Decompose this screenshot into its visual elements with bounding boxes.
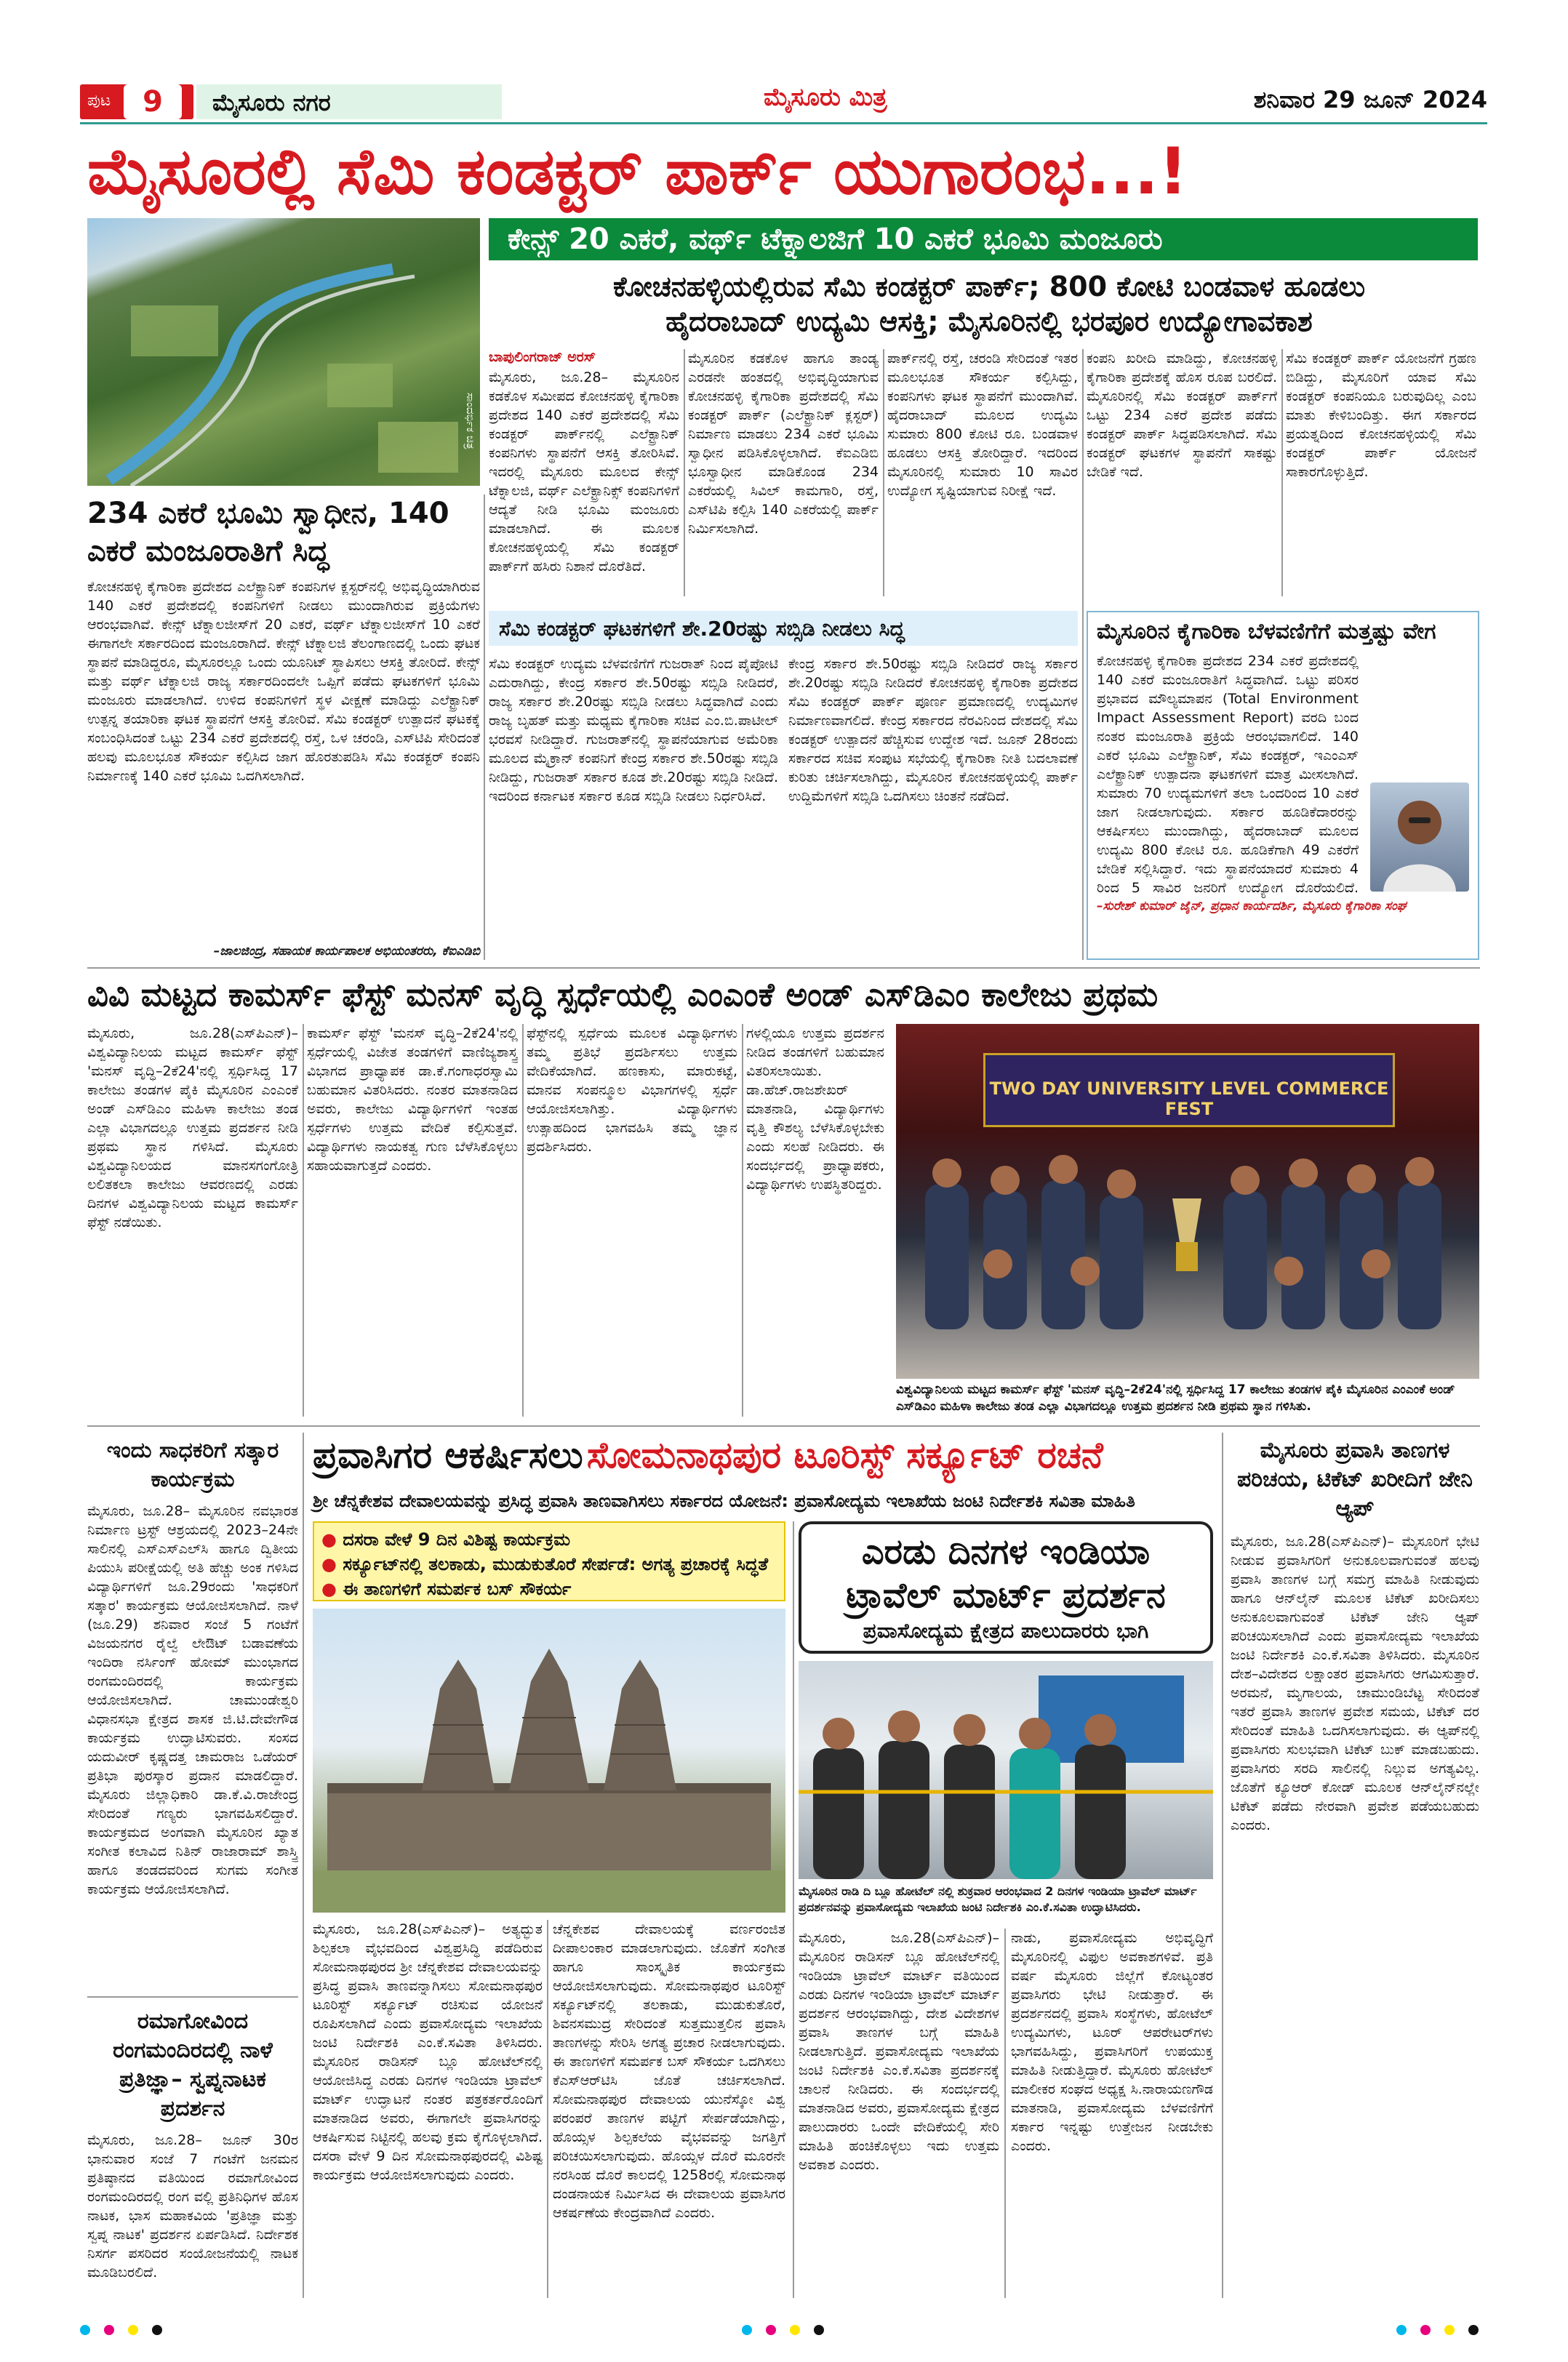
masthead-rule (80, 122, 1487, 124)
sub2-title-bar (489, 611, 1078, 646)
sub2-col-2 (788, 654, 1078, 960)
travel-mart-box (799, 1521, 1213, 2298)
left-body-1-wrap (87, 1502, 298, 1982)
commerce-fest-caption: ವಿಶ್ವವಿದ್ಯಾನಿಲಯ ಮಟ್ಟದ ಕಾಮರ್ಸ್ ಫೆಸ್ಟ್ 'ಮನಸ್ ವೃದ್ಧಿ–2ಕೆ24'ನಲ್ಲಿ ಸ್ಪರ್ಧಿಸಿದ್ದ 17 ಕಾಲೇಜು ತಂಡಗಳ ಪೈಕಿ ಮೈಸೂರಿನ ಎಂಎಂಕೆ ಅಂಡ್ ಎಸ್‌ಡಿಎಂ ಮಹಿಳಾ ಕಾಲೇಜು ತಂಡ ಎಲ್ಲಾ ವಿಭಾಗದಲ್ಲೂ ಉತ್ತಮ ಪ್ರದರ್ಶನ ನೀಡಿ ಪ್ರಥಮ ಸ್ಥಾನ ಗಳಿಸಿತು. (896, 1382, 1455, 1414)
tourism-headline (313, 1434, 1193, 1485)
rule (303, 1024, 304, 1417)
sub2-title: ಸೆಮಿ ಕಂಡಕ್ಟರ್ ಘಟಕಗಳಿಗೆ ಶೇ.20ರಷ್ಟು ಸಬ್ಸಿಡಿ ನೀಡಲು ಸಿದ್ಧ (499, 617, 905, 641)
tourism-bullets (313, 1521, 785, 1601)
left-title-2: ರಮಾಗೋವಿಂದ ರಂಗಮಂದಿರದಲ್ಲಿ ನಾಳೆ ಪ್ರತಿಜ್ಞಾ– ಸ್ವಪ್ನನಾಟಕ ಪ್ರದರ್ಶನ (113, 2009, 273, 2121)
sub1-title: 234 ಎಕರೆ ಭೂಮಿ ಸ್ವಾಧೀನ, 140 ಎಕರೆ ಮಂಜೂರಾತಿಗೆ ಸಿದ್ಧ (87, 497, 449, 568)
rule (87, 1996, 298, 1998)
paper-name: ಮೈಸೂರು ಮಿತ್ರ (764, 83, 887, 112)
rule (793, 1521, 794, 2298)
tourism-deck: ಶ್ರೀ ಚೆನ್ನಕೇಶವ ದೇವಾಲಯವನ್ನು ಪ್ರಸಿದ್ಧ ಪ್ರವಾಸಿ ತಾಣವಾಗಿಸಲು ಸರ್ಕಾರದ ಯೋಜನೆ: ಪ್ರವಾಸೋದ್ಯಮ ಇಲಾಖೆಯ ಜಂಟಿ ನಿರ್ದೇಶಕಿ ಸವಿತಾ ಮಾಹಿತಿ (313, 1491, 1135, 1511)
sub1-body-wrap (87, 577, 480, 941)
rule (684, 349, 685, 596)
story2-col-4 (746, 1024, 884, 1417)
rule (547, 1920, 548, 2298)
lead-col-1 (489, 349, 679, 596)
travel-mart-col-1 (799, 1929, 999, 2298)
green-banner (489, 218, 1478, 260)
aerial-photo (87, 218, 480, 486)
green-banner-text: ಕೇನ್ಸ್ 20 ಎಕರೆ, ವರ್ಥ್ ಟೆಕ್ನಾಲಜಿಗೆ 10 ಎಕರೆ ಭೂಮಿ ಮಂಜೂರು (508, 223, 1163, 256)
dot-icon (104, 2325, 114, 2335)
tourism-bullet-row-1 (321, 1527, 777, 1552)
left-body-2-wrap (87, 2131, 298, 2298)
rule (87, 1425, 1480, 1427)
travel-mart-headline-2: ಟ್ರಾವೆಲ್ ಮಾರ್ಟ್ ಪ್ರದರ್ಶನ (846, 1575, 1166, 1616)
lead-col-4-text: ಕಂಪನಿ ಖರೀದಿ ಮಾಡಿದ್ದು, ಕೋಚನಹಳ್ಳಿ ಕೈಗಾರಿಕಾ ಪ್ರದೇಶಕ್ಕೆ ಹೊಸ ರೂಪ ಬರಲಿದೆ. ಮೈಸೂರಿನಲ್ಲಿ ಸೆಮಿ ಕಂಡಕ್ಟರ್ ಪಾರ್ಕ್‌ಗೆ ಒಟ್ಟು 234 ಎಕರೆ ಪ್ರದೇಶ ಪಡೆದು ಕಂಡಕ್ಟರ್ ಪಾರ್ಕ್ ಸಿದ್ಧಪಡಿಸಲಾಗಿದೆ. ಸೆಮಿ ಕಂಡಕ್ಟರ್ ಘಟಕಗಳ ಸ್ಥಾಪನೆಗೆ ಸಾಕಷ್ಟು ಬೇಡಿಕೆ ಇದೆ. (1087, 351, 1277, 480)
lead-byline: ಬಾಪುಲಿಂಗರಾಜ್ ಅರಸ್ (489, 349, 596, 365)
tourism-col-1-text: ಮೈಸೂರು, ಜೂ.28(ಎಸ್‌ಪಿಎನ್)– ಅತ್ಯದ್ಭುತ ಶಿಲ್ಪಕಲಾ ವೈಭವದಿಂದ ವಿಶ್ವಪ್ರಸಿದ್ಧಿ ಪಡೆದಿರುವ ಸೋಮನಾಥಪುರದ ಶ್ರೀ ಚೆನ್ನಕೇಶವ ದೇವಾಲಯವನ್ನು ಪ್ರಸಿದ್ಧ ಪ್ರವಾಸಿ ತಾಣವನ್ನಾಗಿಸಲು ಸೋಮನಾಥಪುರ ಟೂರಿಸ್ಟ್ ಸರ್ಕ್ಯೂಟ್ ರಚಿಸುವ ಯೋಜನೆ ರೂಪಿಸಲಾಗಿದೆ ಎಂದು ಪ್ರವಾಸೋದ್ಯಮ ಇಲಾಖೆಯ ಜಂಟಿ ನಿರ್ದೇಶಕಿ ಎಂ.ಕೆ.ಸವಿತಾ ತಿಳಿಸಿದರು. ಮೈಸೂರಿನ ರಾಡಿಸನ್ ಬ್ಲೂ ಹೋಟೆಲ್‌ನಲ್ಲಿ ಆಯೋಜಿಸಿದ್ದ ಎರಡು ದಿನಗಳ ಇಂಡಿಯಾ ಟ್ರಾವೆಲ್ ಮಾರ್ಟ್ ಉದ್ಘಾಟನೆ ನಂತರ ಪತ್ರಕರ್ತರೊಂದಿಗೆ ಮಾತನಾಡಿದ ಅವರು, ಈಗಾಗಲೇ ಪ್ರವಾಸಿಗರನ್ನು ಆಕರ್ಷಿಸುವ ನಿಟ್ಟಿನಲ್ಲಿ ಹಲವು ಕ್ರಮ ಕೈಗೊಳ್ಳಲಾಗಿದೆ. ದಸರಾ ವೇಳೆ 9 ದಿನ ಸೋಮನಾಥಪುರದಲ್ಲಿ ವಿಶಿಷ್ಟ ಕಾರ್ಯಕ್ರಮ ಆಯೋಜಿಸಲಾಗುವುದು ಎಂದರು. (313, 1921, 543, 2183)
story2-col-3 (527, 1024, 737, 1417)
tourism-headline-part-1: ಪ್ರವಾಸಿಗರ ಆಕರ್ಷಿಸಲು (313, 1434, 583, 1476)
tourism-bullet-3: ಈ ತಾಣಗಳಿಗೆ ಸಮರ್ಪಕ ಬಸ್ ಸೌಕರ್ಯ (343, 1579, 572, 1599)
dot-icon (742, 2325, 752, 2335)
lead-col-3-text: ಪಾರ್ಕ್‌ನಲ್ಲಿ ರಸ್ತೆ, ಚರಂಡಿ ಸೇರಿದಂತೆ ಇತರ ಮೂಲಭೂತ ಸೌಕರ್ಯ ಕಲ್ಪಿಸಿದ್ದು, ಕಂಪನಿಗಳು ಘಟಕ ಸ್ಥಾಪನೆಗೆ ಮುಂದಾಗಿವೆ. ಹೈದರಾಬಾದ್ ಮೂಲದ ಉದ್ಯಮಿ ಸುಮಾರು 800 ಕೋಟಿ ರೂ. ಬಂಡವಾಳ ಹೂಡಲು ಆಸಕ್ತಿ ತೋರಿದ್ದಾರೆ. ಇದರಿಂದ ಮೈಸೂರಿನಲ್ಲಿ ಸುಮಾರು 10 ಸಾವಿರ ಉದ್ಯೋಗ ಸೃಷ್ಟಿಯಾಗುವ ನಿರೀಕ್ಷೆ ಇದೆ. (887, 351, 1078, 499)
sub3-body-wrap (1097, 652, 1359, 899)
lead-col-4 (1087, 349, 1277, 596)
left-story-1 (87, 1436, 298, 1989)
rule (87, 967, 1480, 969)
travel-mart-headline-1: ಎರಡು ದಿನಗಳ ಇಂಡಿಯಾ (861, 1532, 1151, 1572)
rule (1222, 1433, 1223, 2298)
sub3-box (1087, 611, 1479, 960)
travel-mart-deck: ಪ್ರವಾಸೋದ್ಯಮ ಕ್ಷೇತ್ರದ ಪಾಲುದಾರರು ಭಾಗಿ (863, 1619, 1149, 1643)
sub1-sign: –ಜಾಲಜಿಂದ್ರ, ಸಹಾಯಕ ಕಾರ್ಯಪಾಲಕ ಅಭಿಯಂತರರು, ಕೆಐಎಡಿಬಿ (213, 944, 480, 958)
tourism-col-1 (313, 1920, 543, 2298)
story2-col-1 (87, 1024, 298, 1417)
left-body-1: ಮೈಸೂರು, ಜೂ.28– ಮೈಸೂರಿನ ನವಭಾರತ ನಿರ್ಮಾಣ ಟ್ರಸ್ಟ್ ಆಶ್ರಯದಲ್ಲಿ 2023–24ನೇ ಸಾಲಿನಲ್ಲಿ ಎಸ್‌ಎಸ್‌ಎಲ್‌ಸಿ ಹಾಗೂ ದ್ವಿತೀಯ ಪಿಯುಸಿ ಪರೀಕ್ಷೆಯಲ್ಲಿ ಅತಿ ಹೆಚ್ಚು ಅಂಕ ಗಳಿಸಿದ ವಿದ್ಯಾರ್ಥಿಗಳಿಗೆ ಜೂ.29ರಂದು 'ಸಾಧಕರಿಗೆ ಸತ್ಕಾರ' ಕಾರ್ಯಕ್ರಮ ಆಯೋಜಿಸಲಾಗಿದೆ. ನಾಳೆ (ಜೂ.29) ಶನಿವಾರ ಸಂಜೆ 5 ಗಂಟೆಗೆ ವಿಜಯನಗರ ರೈಲ್ವೆ ಲೇಔಟ್ ಬಡಾವಣೆಯ ಇಂದಿರಾ ನರ್ಸಿಂಗ್ ಹೋಮ್ ಮುಂಭಾಗದ ರಂಗಮಂದಿರದಲ್ಲಿ ಕಾರ್ಯಕ್ರಮ ಆಯೋಜಿಸಲಾಗಿದೆ. ಚಾಮುಂಡೇಶ್ವರಿ ವಿಧಾನಸಭಾ ಕ್ಷೇತ್ರದ ಶಾಸಕ ಜಿ.ಟಿ.ದೇವೇಗೌಡ ಕಾರ್ಯಕ್ರಮ ಉದ್ಘಾಟಿಸುವರು. ಸಂಸದ ಯದುವೀರ್ ಕೃಷ್ಣದತ್ತ ಚಾಮರಾಜ ಒಡೆಯರ್ ಪ್ರತಿಭಾ ಪುರಸ್ಕಾರ ಪ್ರದಾನ ಮಾಡಲಿದ್ದಾರೆ. ಮೈಸೂರು ಜಿಲ್ಲಾಧಿಕಾರಿ ಡಾ.ಕೆ.ವಿ.ರಾಜೇಂದ್ರ ಸೇರಿದಂತೆ ಗಣ್ಯರು ಭಾಗವಹಿಸಲಿದ್ದಾರೆ. ಕಾರ್ಯಕ್ರಮದ ಅಂಗವಾಗಿ ಮೈಸೂರಿನ ಖ್ಯಾತ ಸಂಗೀತ ಕಲಾವಿದ ನಿತಿನ್ ರಾಜಾರಾಮ್ ಶಾಸ್ತ್ರಿ ಹಾಗೂ ತಂಡದವರಿಂದ ಸುಗಮ ಸಂಗೀತ ಕಾರ್ಯಕ್ರಮ ಆಯೋಜಿಸಲಾಗಿದೆ. (87, 1503, 298, 1897)
sub1-body: ಕೋಚನಹಳ್ಳಿ ಕೈಗಾರಿಕಾ ಪ್ರದೇಶದ ಎಲೆಕ್ಟ್ರಾನಿಕ್ ಕಂಪನಿಗಳ ಕ್ಲಸ್ಟರ್‌ನಲ್ಲಿ ಅಭಿವೃದ್ಧಿಯಾಗಿರುವ 140 ಎಕರೆ ಪ್ರದೇಶದಲ್ಲಿ ಕಂಪನಿಗಳಿಗೆ ನೀಡಲು ಮುಂದಾಗಿರುವ ಪ್ರಕ್ರಿಯೆಗಳು ಆರಂಭವಾಗಿವೆ. ಕೇನ್ಸ್ ಟೆಕ್ನಾಲಜೀಸ್‌ಗೆ 20 ಎಕರೆ, ವರ್ಥ್ ಟೆಕ್ನಾಲಜೀಸ್‌ಗೆ 10 ಎಕರೆ ಈಗಾಗಲೇ ಸರ್ಕಾರದಿಂದ ಮಂಜೂರಾಗಿದೆ. ಕೇನ್ಸ್ ಟೆಕ್ನಾಲಜಿ ತೆಲಂಗಾಣದಲ್ಲಿ ಒಂದು ಘಟಕ ಸ್ಥಾಪನೆ ಮಾಡಿದ್ದರೂ, ಮೈಸೂರಲ್ಲೂ ಒಂದು ಯೂನಿಟ್ ಸ್ಥಾಪಿಸಲು ಆಸಕ್ತಿ ತೋರಿದೆ. ಕೇನ್ಸ್ ಮತ್ತು ವರ್ಥ್ ಟೆಕ್ನಾಲಜಿ ರಾಜ್ಯ ಸರ್ಕಾರದಿಂದಲೇ ಒಪ್ಪಿಗೆ ಪಡೆದು ಘಟಕಗಳಿಗೆ ಭೂಮಿ ಮಂಜೂರು ಮಾಡಲಾಗಿದೆ. ಉಳಿದ ಕಂಪನಿಗಳಿಗೆ ಸ್ಥಳ ವೀಕ್ಷಣೆ ಮಾಡಿದ್ದು ಎಲೆಕ್ಟ್ರಾನಿಕ್ ಉತ್ಪನ್ನ ತಯಾರಿಕಾ ಘಟಕ ಸ್ಥಾಪನೆಗೆ ಆಸಕ್ತಿ ತೋರಿವೆ. ಸೆಮಿ ಕಂಡಕ್ಟರ್ ಉತ್ಪಾದನೆ ಘಟಕಕ್ಕೆ ಸಂಬಂಧಿಸಿದಂತೆ ಒಟ್ಟು 234 ಎಕರೆ ಪ್ರದೇಶದಲ್ಲಿ ರಸ್ತೆ, ಒಳ ಚರಂಡಿ, ಎಸ್‌ಟಿಪಿ ಸೇರಿದಂತೆ ಹಲವು ಮೂಲಭೂತ ಸೌಕರ್ಯ ಕಲ್ಪಿಸಿದ ಜಾಗ ಹೊರತುಪಡಿಸಿ ಸೆಮಿ ಕಂಡಕ್ಟರ್ ಕಂಪನಿ ನಿರ್ಮಾಣಕ್ಕೆ 140 ಎಕರೆ ಭೂಮಿ ಒದಗಿಸಲಾಗಿದೆ. (87, 579, 480, 784)
tourism-bullet-2: ಸರ್ಕ್ಯೂಟ್‌ನಲ್ಲಿ ತಲಕಾಡು, ಮುಡುಕುತೊರೆ ಸೇರ್ಪಡೆ: ಅಗತ್ಯ ಪ್ರಚಾರಕ್ಕೆ ಸಿದ್ಧತೆ (343, 1554, 769, 1574)
dot-icon (1468, 2325, 1479, 2335)
group-people-art (896, 1024, 1479, 1379)
tourism-bullet-row-2 (321, 1552, 777, 1577)
story2-col-4-text: ಗಳಲ್ಲಿಯೂ ಉತ್ತಮ ಪ್ರದರ್ಶನ ನೀಡಿದ ತಂಡಗಳಿಗೆ ಬಹುಮಾನ ವಿತರಿಸಲಾಯಿತು. ಡಾ.ಹೆಚ್.ರಾಜಶೇಖರ್ ಮಾತನಾಡಿ, ವಿದ್ಯಾರ್ಥಿಗಳು ವೃತ್ತಿ ಕೌಶಲ್ಯ ಬೆಳೆಸಿಕೊಳ್ಳಬೇಕು ಎಂದು ಸಲಹೆ ನೀಡಿದರು. ಈ ಸಂದರ್ಭದಲ್ಲಿ ಪ್ರಾಧ್ಯಾಪಕರು, ವಿದ್ಯಾರ್ಥಿಗಳು ಉಪಸ್ಥಿತರಿದ್ದರು. (746, 1025, 884, 1193)
sub1-box (87, 495, 480, 960)
temple-photo (313, 1609, 785, 1913)
registration-marks-left (80, 2324, 167, 2339)
travel-mart-photo (799, 1661, 1213, 1879)
photo-credit: ಸಾಂದರ್ಭಿಕ ಚಿತ್ರ (464, 393, 477, 449)
left-body-2: ಮೈಸೂರು, ಜೂ.28– ಜೂನ್ 30ರ ಭಾನುವಾರ ಸಂಜೆ 7 ಗಂಟೆಗೆ ಜನಮನ ಪ್ರತಿಷ್ಠಾನದ ವತಿಯಿಂದ ರಮಾಗೋವಿಂದ ರಂಗಮಂದಿರದಲ್ಲಿ ರಂಗ ವಲ್ಲಿ ಪ್ರತಿನಿಧಿಗಳ ಹೊಸ ನಾಟಕ, ಭಾಸ ಮಹಾಕವಿಯ 'ಪ್ರತಿಜ್ಞಾ ಮತ್ತು ಸ್ವಪ್ನ ನಾಟಕ' ಪ್ರದರ್ಶನ ಏರ್ಪಡಿಸಿದೆ. ನಿರ್ದೇಶಕ ನಿಸರ್ಗ ಪಸರಿದರ ಸಂಯೋಜನೆಯಲ್ಲಿ ನಾಟಕ ಮೂಡಿಬರಲಿದೆ. (87, 2132, 298, 2281)
travel-mart-col-2-text: ನಾಡು, ಪ್ರವಾಸೋದ್ಯಮ ಅಭಿವೃದ್ಧಿಗೆ ಮೈಸೂರಿನಲ್ಲಿ ವಿಫುಲ ಅವಕಾಶಗಳಿವೆ. ಪ್ರತಿ ವರ್ಷ ಮೈಸೂರು ಜಿಲ್ಲೆಗೆ ಕೋಟ್ಯಂತರ ಪ್ರವಾಸಿಗರು ಭೇಟಿ ನೀಡುತ್ತಾರೆ. ಈ ಪ್ರದರ್ಶನದಲ್ಲಿ ಪ್ರವಾಸಿ ಸಂಸ್ಥೆಗಳು, ಹೋಟೆಲ್ ಉದ್ಯಮಿಗಳು, ಟೂರ್ ಆಪರೇಟರ್‌ಗಳು ಭಾಗವಹಿಸಿದ್ದು, ಪ್ರವಾಸಿಗರಿಗೆ ಉಪಯುಕ್ತ ಮಾಹಿತಿ ನೀಡುತ್ತಿದ್ದಾರೆ. ಮೈಸೂರು ಹೋಟೆಲ್ ಮಾಲೀಕರ ಸಂಘದ ಅಧ್ಯಕ್ಷ ಸಿ.ನಾರಾಯಣಗೌಡ ಮಾತನಾಡಿ, ಪ್ರವಾಸೋದ್ಯಮ ಬೆಳವಣಿಗೆಗೆ ಸರ್ಕಾರ ಇನ್ನಷ್ಟು ಉತ್ತೇಜನ ನೀಡಬೇಕು ಎಂದರು. (1011, 1930, 1213, 2154)
issue-date: ಶನಿವಾರ 29 ಜೂನ್ 2024 (1253, 86, 1487, 113)
tourism-bullet-1: ದಸರಾ ವೇಳೆ 9 ದಿನ ವಿಶಿಷ್ಟ ಕಾರ್ಯಕ್ರಮ (343, 1529, 571, 1550)
aerial-photo-art (87, 218, 480, 486)
dot-icon (790, 2325, 800, 2335)
lead-col-5-text: ಸೆಮಿ ಕಂಡಕ್ಟರ್ ಪಾರ್ಕ್ ಯೋಜನೆಗೆ ಗ್ರಹಣ ಬಿಡಿದ್ದು, ಮೈಸೂರಿಗೆ ಯಾವ ಸೆಮಿ ಕಂಡಕ್ಟರ್ ಕಂಪನಿಯೂ ಬರುವುದಿಲ್ಲ ಎಂಬ ಮಾತು ಕೇಳಿಬಂದಿತ್ತು. ಈಗ ಸರ್ಕಾರದ ಪ್ರಯತ್ನದಿಂದ ಕೋಚನಹಳ್ಳಿಯಲ್ಲಿ ಸೆಮಿ ಕಂಡಕ್ಟರ್ ಪಾರ್ಕ್ ಯೋಜನೆ ಸಾಕಾರಗೊಳ್ಳುತ್ತಿದೆ. (1286, 351, 1476, 480)
rule (1082, 349, 1084, 960)
portrait-person-icon (1370, 782, 1469, 892)
story2-col-1-text: ಮೈಸೂರು, ಜೂ.28(ಎಸ್‌ಪಿಎನ್)– ವಿಶ್ವವಿದ್ಯಾನಿಲಯ ಮಟ್ಟದ ಕಾಮರ್ಸ್ ಫೆಸ್ಟ್ 'ಮನಸ್ ವೃದ್ಧಿ–2ಕೆ24'ನಲ್ಲಿ ಸ್ಪರ್ಧಿಸಿದ್ದ 17 ಕಾಲೇಜು ತಂಡಗಳ ಪೈಕಿ ಮೈಸೂರಿನ ಎಂಎಂಕೆ ಅಂಡ್ ಎಸ್‌ಡಿಎಂ ಮಹಿಳಾ ಕಾಲೇಜು ತಂಡ ಎಲ್ಲಾ ವಿಭಾಗದಲ್ಲೂ ಉತ್ತಮ ಪ್ರದರ್ಶನ ನೀಡಿ ಪ್ರಥಮ ಸ್ಥಾನ ಗಳಿಸಿದೆ. ಮೈಸೂರು ವಿಶ್ವವಿದ್ಯಾನಿಲಯದ ಮಾನಸಗಂಗೋತ್ರಿ ಲಲಿತಕಲಾ ಕಾಲೇಜು ಆವರಣದಲ್ಲಿ ಎರಡು ದಿನಗಳ ವಿಶ್ವವಿದ್ಯಾನಿಲಯ ಮಟ್ಟದ ಕಾಮರ್ಸ್ ಫೆಸ್ಟ್ ನಡೆಯಿತು. (87, 1025, 298, 1230)
sub2-col-2-text: ಕೇಂದ್ರ ಸರ್ಕಾರ ಶೇ.50ರಷ್ಟು ಸಬ್ಸಿಡಿ ನೀಡಿದರೆ ರಾಜ್ಯ ಸರ್ಕಾರ ಶೇ.20ರಷ್ಟು ಸಬ್ಸಿಡಿ ನೀಡಿದರೆ ಕೋಚನಹಳ್ಳಿ ಕೈಗಾರಿಕಾ ಪ್ರದೇಶದ ಸೆಮಿ ಕಂಡಕ್ಟರ್ ಪಾರ್ಕ್ ಪೂರ್ಣ ಪ್ರಮಾಣದಲ್ಲಿ ಉದ್ಯಮಿಗಳ ನಿರ್ಮಾಣವಾಗಲಿದೆ. ಕೇಂದ್ರ ಸರ್ಕಾರದ ನೆರವಿನಿಂದ ದೇಶದಲ್ಲಿ ಸೆಮಿ ಕಂಡಕ್ಟರ್ ಉತ್ಪಾದನೆ ಹೆಚ್ಚಿಸುವ ಉದ್ದೇಶ ಇದೆ. ಜೂನ್ 28ರಂದು ಸರ್ಕಾರದ ಸಚಿವ ಸಂಪುಟ ಸಭೆಯಲ್ಲಿ ಕೈಗಾರಿಕಾ ನೀತಿ ಬದಲಾವಣೆ ಕುರಿತು ಚರ್ಚಿಸಲಾಗಿದ್ದು, ಮೈಸೂರಿನ ಕೋಚನಹಳ್ಳಿಯಲ್ಲಿ ಪಾರ್ಕ್ ಉದ್ದಿಮೆಗಳಿಗೆ ಸಬ್ಸಿಡಿ ಒದಗಿಸಲು ಚಿಂತನೆ ನಡೆದಿದೆ. (788, 656, 1078, 804)
dot-icon (152, 2325, 162, 2335)
tourism-bullet-row-3 (321, 1577, 777, 1601)
dot-icon (1420, 2325, 1431, 2335)
lead-col-1-text: ಮೈಸೂರು, ಜೂ.28– ಮೈಸೂರಿನ ಕಡಕೊಳ ಸಮೀಪದ ಕೋಚನಹಳ್ಳಿ ಕೈಗಾರಿಕಾ ಪ್ರದೇಶದ 140 ಎಕರೆ ಪ್ರದೇಶದಲ್ಲಿ ಸೆಮಿ ಕಂಡಕ್ಟರ್ ಪಾರ್ಕ್‌ನಲ್ಲಿ ಎಲೆಕ್ಟ್ರಾನಿಕ್ ಕಂಪನಿಗಳು ಸ್ಥಾಪನೆಗೆ ಆಸಕ್ತಿ ತೋರಿಸಿವೆ. ಇದರಲ್ಲಿ ಮೈಸೂರು ಮೂಲದ ಕೇನ್ಸ್ ಟೆಕ್ನಾಲಜಿ, ವರ್ಥ್ ಎಲೆಕ್ಟ್ರಾನಿಕ್ಸ್ ಕಂಪನಿಗಳಿಗೆ ಆದ್ಯತೆ ನೀಡಿ ಭೂಮಿ ಮಂಜೂರು ಮಾಡಲಾಗಿದೆ. ಈ ಮೂಲಕ ಕೋಚನಹಳ್ಳಿಯಲ್ಲಿ ಸೆಮಿ ಕಂಡಕ್ಟರ್ ಪಾರ್ಕ್‌ಗೆ ಹಸಿರು ನಿಶಾನೆ ದೊರೆತಿದೆ. (489, 369, 679, 575)
commerce-fest-photo (896, 1024, 1479, 1379)
page-number: 9 (124, 84, 182, 119)
fest-banner-text: TWO DAY UNIVERSITY LEVEL COMMERCE FEST (989, 1078, 1389, 1119)
lead-col-3 (887, 349, 1078, 596)
lead-deck-1: ಕೋಚನಹಳ್ಳಿಯಲ್ಲಿರುವ ಸೆಮಿ ಕಂಡಕ್ಟರ್ ಪಾರ್ಕ್; 800 ಕೋಟಿ ಬಂಡವಾಳ ಹೂಡಲು (612, 271, 1366, 303)
sub2-col-1-text: ಸೆಮಿ ಕಂಡಕ್ಟರ್ ಉದ್ಯಮ ಬೆಳವಣಿಗೆಗೆ ಗುಜರಾತ್ ನಿಂದ ಪೈಪೋಟಿ ಎದುರಾಗಿದ್ದು, ಕೇಂದ್ರ ಸರ್ಕಾರ ಶೇ.50ರಷ್ಟು ಸಬ್ಸಿಡಿ ನೀಡಿದರೆ, ರಾಜ್ಯ ಸರ್ಕಾರ ಶೇ.20ರಷ್ಟು ಸಬ್ಸಿಡಿ ನೀಡಲು ಸಿದ್ಧವಾಗಿದೆ ಎಂದು ರಾಜ್ಯ ಬೃಹತ್ ಮತ್ತು ಮಧ್ಯಮ ಕೈಗಾರಿಕಾ ಸಚಿವ ಎಂ.ಬಿ.ಪಾಟೀಲ್ ಭರವಸೆ ನೀಡಿದ್ದಾರೆ. ಗುಜರಾತ್‌ನಲ್ಲಿ ಸ್ಥಾಪನೆಯಾಗುವ ಅಮೆರಿಕಾ ಮೂಲದ ಮೈಕ್ರಾನ್ ಕಂಪನಿಗೆ ಕೇಂದ್ರ ಸರ್ಕಾರ ಶೇ.50ರಷ್ಟು ಸಬ್ಸಿಡಿ ನೀಡಿದ್ದು, ಗುಜರಾತ್ ಸರ್ಕಾರ ಕೂಡ ಶೇ.20ರಷ್ಟು ಸಬ್ಸಿಡಿ ನೀಡಿದೆ. ಇದರಿಂದ ಕರ್ನಾಟಕ ಸರ್ಕಾರ ಕೂಡ ಸಬ್ಸಿಡಿ ನೀಡಲು ನಿರ್ಧರಿಸಿದೆ. (489, 656, 778, 804)
lead-col-2 (688, 349, 879, 596)
right-body: ಮೈಸೂರು, ಜೂ.28(ಎಸ್‌ಪಿಎನ್)– ಮೈಸೂರಿಗೆ ಭೇಟಿ ನೀಡುವ ಪ್ರವಾಸಿಗರಿಗೆ ಅನುಕೂಲವಾಗುವಂತೆ ಹಲವು ಪ್ರವಾಸಿ ತಾಣಗಳ ಬಗ್ಗೆ ಸಮಗ್ರ ಮಾಹಿತಿ ನೀಡುವುದು ಹಾಗೂ ಆನ್‌ಲೈನ್ ಮೂಲಕ ಟಿಕೆಟ್ ಖರೀದಿಸಲು ಅನುಕೂಲವಾಗುವಂತೆ ಟಿಕೆಟ್ ಜೇನಿ ಆ್ಯಪ್ ಪರಿಚಯಿಸಲಾಗಿದೆ ಎಂದು ಪ್ರವಾಸೋದ್ಯಮ ಇಲಾಖೆಯ ಜಂಟಿ ನಿರ್ದೇಶಕಿ ಎಂ.ಕೆ.ಸವಿತಾ ತಿಳಿಸಿದರು. ಮೈಸೂರಿನ ದೇಶ–ವಿದೇಶದ ಲಕ್ಷಾಂತರ ಪ್ರವಾಸಿಗರು ಆಗಮಿಸುತ್ತಾರೆ. ಅರಮನೆ, ಮೃಗಾಲಯ, ಚಾಮುಂಡಿಬೆಟ್ಟ ಸೇರಿದಂತೆ ಇತರೆ ಪ್ರವಾಸಿ ತಾಣಗಳ ಪ್ರವೇಶ ಸಮಯ, ಟಿಕೆಟ್ ದರ ಸೇರಿದಂತೆ ಮಾಹಿತಿ ಒದಗಿಸಲಾಗುವುದು. ಈ ಆ್ಯಪ್‌ನಲ್ಲಿ ಪ್ರವಾಸಿಗರು ಸುಲಭವಾಗಿ ಟಿಕೆಟ್ ಬುಕ್ ಮಾಡಬಹುದು. ಪ್ರವಾಸಿಗರು ಸರದಿ ಸಾಲಿನಲ್ಲಿ ನಿಲ್ಲುವ ಅಗತ್ಯವಿಲ್ಲ. ಜೊತೆಗೆ ಕ್ಯೂಆರ್ ಕೋಡ್ ಮೂಲಕ ಆನ್‌ಲೈನ್‌ನಲ್ಲೇ ಟಿಕೆಟ್ ಪಡೆದು ನೇರವಾಗಿ ಪ್ರವೇಶ ಪಡೆಯಬಹುದು ಎಂದರು. (1231, 1534, 1479, 1833)
travel-mart-col-1-text: ಮೈಸೂರು, ಜೂ.28(ಎಸ್‌ಪಿಎನ್)– ಮೈಸೂರಿನ ರಾಡಿಸನ್ ಬ್ಲೂ ಹೋಟೆಲ್‌ನಲ್ಲಿ ಇಂಡಿಯಾ ಟ್ರಾವೆಲ್ ಮಾರ್ಟ್ ವತಿಯಿಂದ ಎರಡು ದಿನಗಳ ಇಂಡಿಯಾ ಟ್ರಾವೆಲ್ ಮಾರ್ಟ್ ಪ್ರದರ್ಶನ ಆರಂಭವಾಗಿದ್ದು, ದೇಶ ವಿದೇಶಗಳ ಪ್ರವಾಸಿ ತಾಣಗಳ ಬಗ್ಗೆ ಮಾಹಿತಿ ನೀಡಲಾಗುತ್ತಿದೆ. ಪ್ರವಾಸೋದ್ಯಮ ಇಲಾಖೆಯ ಜಂಟಿ ನಿರ್ದೇಶಕಿ ಎಂ.ಕೆ.ಸವಿತಾ ಪ್ರದರ್ಶನಕ್ಕೆ ಚಾಲನೆ ನೀಡಿದರು. ಈ ಸಂದರ್ಭದಲ್ಲಿ ಮಾತನಾಡಿದ ಅವರು, ಪ್ರವಾಸೋದ್ಯಮ ಕ್ಷೇತ್ರದ ಪಾಲುದಾರರು ಒಂದೇ ವೇದಿಕೆಯಲ್ಲಿ ಸೇರಿ ಮಾಹಿತಿ ಹಂಚಿಕೊಳ್ಳಲು ಇದು ಉತ್ತಮ ಅವಕಾಶ ಎಂದರು. (799, 1930, 999, 2173)
ribbon-cutting-art (799, 1661, 1213, 1879)
dot-icon (814, 2325, 824, 2335)
story2-col-2-text: ಕಾಮರ್ಸ್ ಫೆಸ್ಟ್ 'ಮನಸ್ ವೃದ್ಧಿ–2ಕೆ24'ನಲ್ಲಿ ಸ್ಪರ್ಧೆಯಲ್ಲಿ ವಿಜೇತ ತಂಡಗಳಿಗೆ ವಾಣಿಜ್ಯಶಾಸ್ತ್ರ ವಿಭಾಗದ ಪ್ರಾಧ್ಯಾಪಕ ಡಾ.ಕೆ.ಗಂಗಾಧರಸ್ವಾಮಿ ಬಹುಮಾನ ವಿತರಿಸಿದರು. ನಂತರ ಮಾತನಾಡಿದ ಅವರು, ಕಾಲೇಜು ವಿದ್ಯಾರ್ಥಿಗಳಿಗೆ ಇಂತಹ ಸ್ಪರ್ಧೆಗಳು ಉತ್ತಮ ವೇದಿಕೆ ಕಲ್ಪಿಸುತ್ತವೆ. ವಿದ್ಯಾರ್ಥಿಗಳು ನಾಯಕತ್ವ ಗುಣ ಬೆಳೆಸಿಕೊಳ್ಳಲು ಸಹಾಯವಾಗುತ್ತದೆ ಎಂದರು. (307, 1025, 518, 1174)
lead-col-5 (1286, 349, 1476, 596)
story2-headline: ವಿವಿ ಮಟ್ಟದ ಕಾಮರ್ಸ್ ಫೆಸ್ಟ್ ಮನಸ್ ವೃದ್ಧಿ ಸ್ಪರ್ಧೆಯಲ್ಲಿ ಎಂಎಂಕೆ ಅಂಡ್ ಎಸ್‌ಡಿಎಂ ಕಾಲೇಜು ಪ್ರಥಮ (87, 975, 1159, 1014)
sub3-body: ಕೋಚನಹಳ್ಳಿ ಕೈಗಾರಿಕಾ ಪ್ರದೇಶದ 234 ಎಕರೆ ಪ್ರದೇಶದಲ್ಲಿ 140 ಎಕರೆ ಮಂಜೂರಾತಿಗೆ ಸಿದ್ಧವಾಗಿದೆ. ಒಟ್ಟು ಪರಿಸರ ಪ್ರಭಾವದ ಮೌಲ್ಯಮಾಪನ (Total Environment Impact Assessment Report) ವರದಿ ಬಂದ ನಂತರ ಮಂಜೂರಾತಿ ಪ್ರಕ್ರಿಯೆ ಆರಂಭವಾಗಲಿದೆ. 140 ಎಕರೆ ಭೂಮಿ ಎಲೆಕ್ಟ್ರಾನಿಕ್, ಸೆಮಿ ಕಂಡಕ್ಟರ್, ಇಎಂಎಸ್ ಎಲೆಕ್ಟ್ರಾನಿಕ್ ಉತ್ಪಾದನಾ ಘಟಕಗಳಿಗೆ ಮಾತ್ರ ಮೀಸಲಾಗಿದೆ. ಸುಮಾರು 70 ಉದ್ಯಮಗಳಿಗೆ ತಲಾ ಒಂದರಿಂದ 10 ಎಕರೆ ಜಾಗ ನೀಡಲಾಗುವುದು. ಸರ್ಕಾರ ಹೂಡಿಕೆದಾರರನ್ನು ಆಕರ್ಷಿಸಲು ಮುಂದಾಗಿದ್ದು, ಹೈದರಾಬಾದ್ ಮೂಲದ ಉದ್ಯಮಿ 800 ಕೋಟಿ ರೂ. ಹೂಡಿಕೆಗಾಗಿ 49 ಎಕರೆಗೆ ಬೇಡಿಕೆ ಸಲ್ಲಿಸಿದ್ದಾರೆ. ಇದು ಸ್ಥಾಪನೆಯಾದರೆ ಸುಮಾರು 4 ರಿಂದ 5 ಸಾವಿರ ಜನರಿಗೆ ಉದ್ಯೋಗ ದೊರೆಯಲಿದೆ. (1097, 653, 1359, 896)
dot-icon (128, 2325, 138, 2335)
bullet-dot-icon: ● (321, 1579, 337, 1599)
right-story (1231, 1436, 1479, 2298)
dot-icon (766, 2325, 776, 2335)
lead-deck-2: ಹೈದರಾಬಾದ್ ಉದ್ಯಮಿ ಆಸಕ್ತಿ; ಮೈಸೂರಿನಲ್ಲಿ ಭರಪೂರ ಉದ್ಯೋಗಾವಕಾಶ (665, 305, 1313, 337)
dot-icon (1396, 2325, 1407, 2335)
rule (883, 349, 884, 596)
right-body-wrap (1231, 1532, 1479, 2259)
tourism-col-2 (553, 1920, 785, 2298)
lead-col-2-text: ಮೈಸೂರಿನ ಕಡಕೊಳ ಹಾಗೂ ತಾಂಡ್ಯ ಎರಡನೇ ಹಂತದಲ್ಲಿ ಅಭಿವೃದ್ಧಿಯಾಗುವ ಕೋಚನಹಳ್ಳಿ ಕೈಗಾರಿಕಾ ಪ್ರದೇಶದಲ್ಲಿ ಸೆಮಿ ಕಂಡಕ್ಟರ್ ಪಾರ್ಕ್ (ಎಲೆಕ್ಟ್ರಾನಿಕ್ ಕ್ಲಸ್ಟರ್) ನಿರ್ಮಾಣ ಮಾಡಲು 234 ಎಕರೆ ಭೂಮಿ ಸ್ವಾಧೀನ ಪಡಿಸಿಕೊಳ್ಳಲಾಗಿದೆ. ಕೆಐಎಡಿಬಿ ಭೂಸ್ವಾಧೀನ ಮಾಡಿಕೊಂಡ 234 ಎಕರೆಯಲ್ಲಿ ಸಿವಿಲ್ ಕಾಮಗಾರಿ, ರಸ್ತೆ, ಎಸ್‌ಟಿಪಿ ಕಲ್ಪಿಸಿ 140 ಎಕರೆಯಲ್ಲಿ ಪಾರ್ಕ್ ನಿರ್ಮಿಸಲಾಗಿದೆ. (688, 351, 879, 537)
section-name: ಮೈಸೂರು ನಗರ (212, 89, 331, 116)
travel-mart-head-box (799, 1521, 1213, 1654)
rule (522, 1024, 524, 1417)
tourism-headline-part-2: ಸೋಮನಾಥಪುರ ಟೂರಿಸ್ಟ್ ಸರ್ಕ್ಯೂಟ್ ರಚನೆ (586, 1434, 1103, 1476)
left-title-1: ಇಂದು ಸಾಧಕರಿಗೆ ಸತ್ಕಾರ ಕಾರ್ಯಕ್ರಮ (106, 1438, 279, 1492)
story2-col-3-text: ಫೆಸ್ಟ್‌ನಲ್ಲಿ ಸ್ಪರ್ಧೆಯ ಮೂಲಕ ವಿದ್ಯಾರ್ಥಿಗಳು ತಮ್ಮ ಪ್ರತಿಭೆ ಪ್ರದರ್ಶಿಸಲು ಉತ್ತಮ ವೇದಿಕೆಯಾಗಿದೆ. ಹಣಕಾಸು, ಮಾರುಕಟ್ಟೆ, ಮಾನವ ಸಂಪನ್ಮೂಲ ವಿಭಾಗಗಳಲ್ಲಿ ಸ್ಪರ್ಧೆ ಆಯೋಜಿಸಲಾಗಿತ್ತು. ವಿದ್ಯಾರ್ಥಿಗಳು ಉತ್ಸಾಹದಿಂದ ಭಾಗವಹಿಸಿ ತಮ್ಮ ಜ್ಞಾನ ಪ್ರದರ್ಶಿಸಿದರು. (527, 1025, 737, 1155)
rule (1004, 1929, 1006, 2298)
left-story-2 (87, 2007, 298, 2298)
rule (742, 1024, 743, 1417)
travel-mart-caption: ಮೈಸೂರಿನ ರಾಡಿ ದಿ ಬ್ಲೂ ಹೋಟೆಲ್ ನಲ್ಲಿ ಶುಕ್ರವಾರ ಆರಂಭವಾದ 2 ದಿನಗಳ ಇಂಡಿಯಾ ಟ್ರಾವೆಲ್ ಮಾರ್ಟ್ ಪ್ರದರ್ಶನವನ್ನು ಪ್ರವಾಸೋದ್ಯಮ ಇಲಾಖೆಯ ಜಂಟಿ ನಿರ್ದೇಶಕಿ ಎಂ.ಕೆ.ಸವಿತಾ ಉದ್ಘಾಟಿಸಿದರು. (799, 1884, 1197, 1914)
registration-marks-right (1396, 2324, 1484, 2339)
right-title: ಮೈಸೂರು ಪ್ರವಾಸಿ ತಾಣಗಳ ಪರಿಚಯ, ಟಿಕೆಟ್ ಖರೀದಿಗೆ ಜೇನಿ ಆ್ಯಪ್ (1237, 1438, 1473, 1521)
dot-icon (80, 2325, 90, 2335)
tourism-col-2-text: ಚೆನ್ನಕೇಶವ ದೇವಾಲಯಕ್ಕೆ ವರ್ಣರಂಜಿತ ದೀಪಾಲಂಕಾರ ಮಾಡಲಾಗುವುದು. ಜೊತೆಗೆ ಸಂಗೀತ ಹಾಗೂ ಸಾಂಸ್ಕೃತಿಕ ಕಾರ್ಯಕ್ರಮ ಆಯೋಜಿಸಲಾಗುವುದು. ಸೋಮನಾಥಪುರ ಟೂರಿಸ್ಟ್ ಸರ್ಕ್ಯೂಟ್‌ನಲ್ಲಿ ತಲಕಾಡು, ಮುಡುಕುತೊರೆ, ಶಿವನಸಮುದ್ರ ಸೇರಿದಂತೆ ಸುತ್ತಮುತ್ತಲಿನ ಪ್ರವಾಸಿ ತಾಣಗಳನ್ನು ಸೇರಿಸಿ ಅಗತ್ಯ ಪ್ರಚಾರ ನೀಡಲಾಗುವುದು. ಈ ತಾಣಗಳಿಗೆ ಸಮರ್ಪಕ ಬಸ್ ಸೌಕರ್ಯ ಒದಗಿಸಲು ಕೆಎಸ್‌ಆರ್‌ಟಿಸಿ ಜೊತೆ ಚರ್ಚಿಸಲಾಗಿದೆ. ಸೋಮನಾಥಪುರ ದೇವಾಲಯ ಯುನೆಸ್ಕೋ ವಿಶ್ವ ಪರಂಪರೆ ತಾಣಗಳ ಪಟ್ಟಿಗೆ ಸೇರ್ಪಡೆಯಾಗಿದ್ದು, ಹೊಯ್ಸಳ ಶಿಲ್ಪಕಲೆಯ ವೈಭವವನ್ನು ಜಗತ್ತಿಗೆ ಪರಿಚಯಿಸಲಾಗುವುದು. ಹೊಯ್ಸಳ ದೊರೆ ಮೂರನೇ ನರಸಿಂಹ ದೊರೆ ಕಾಲದಲ್ಲಿ 1258ರಲ್ಲಿ ಸೋಮನಾಥ ದಂಡನಾಯಕ ನಿರ್ಮಿಸಿದ ಈ ದೇವಾಲಯ ಪ್ರವಾಸಿಗರ ಆಕರ್ಷಣೆಯ ಕೇಂದ್ರವಾಗಿದೆ ಎಂದರು. (553, 1921, 785, 2221)
page-label: ಪುಟ (87, 92, 111, 110)
lead-headline: ಮೈಸೂರಲ್ಲಿ ಸೆಮಿ ಕಂಡಕ್ಟರ್ ಪಾರ್ಕ್ ಯುಗಾರಂಭ...! (87, 134, 1188, 209)
rule (1281, 349, 1283, 596)
dot-icon (1444, 2325, 1455, 2335)
bullet-dot-icon: ● (321, 1529, 337, 1550)
rule (484, 495, 485, 960)
bullet-dot-icon: ● (321, 1554, 337, 1574)
sub3-title: ಮೈಸೂರಿನ ಕೈಗಾರಿಕಾ ಬೆಳವಣಿಗೆಗೆ ಮತ್ತಷ್ಟು ವೇಗ (1097, 619, 1436, 644)
page-tab (80, 84, 193, 119)
temple-art (313, 1609, 785, 1913)
sub3-sign: –ಸುರೇಶ್ ಕುಮಾರ್ ಜೈನ್, ಪ್ರಧಾನ ಕಾರ್ಯದರ್ಶಿ, ಮೈಸೂರು ಕೈಗಾರಿಕಾ ಸಂಘ (1097, 899, 1407, 913)
sub2-col-1 (489, 654, 778, 960)
section-tab (196, 84, 502, 119)
rule (303, 1433, 304, 2298)
story2-col-2 (307, 1024, 518, 1417)
masthead (80, 81, 1487, 122)
registration-marks-center (742, 2324, 844, 2339)
travel-mart-col-2 (1011, 1929, 1213, 2298)
sub3-portrait (1370, 782, 1469, 892)
